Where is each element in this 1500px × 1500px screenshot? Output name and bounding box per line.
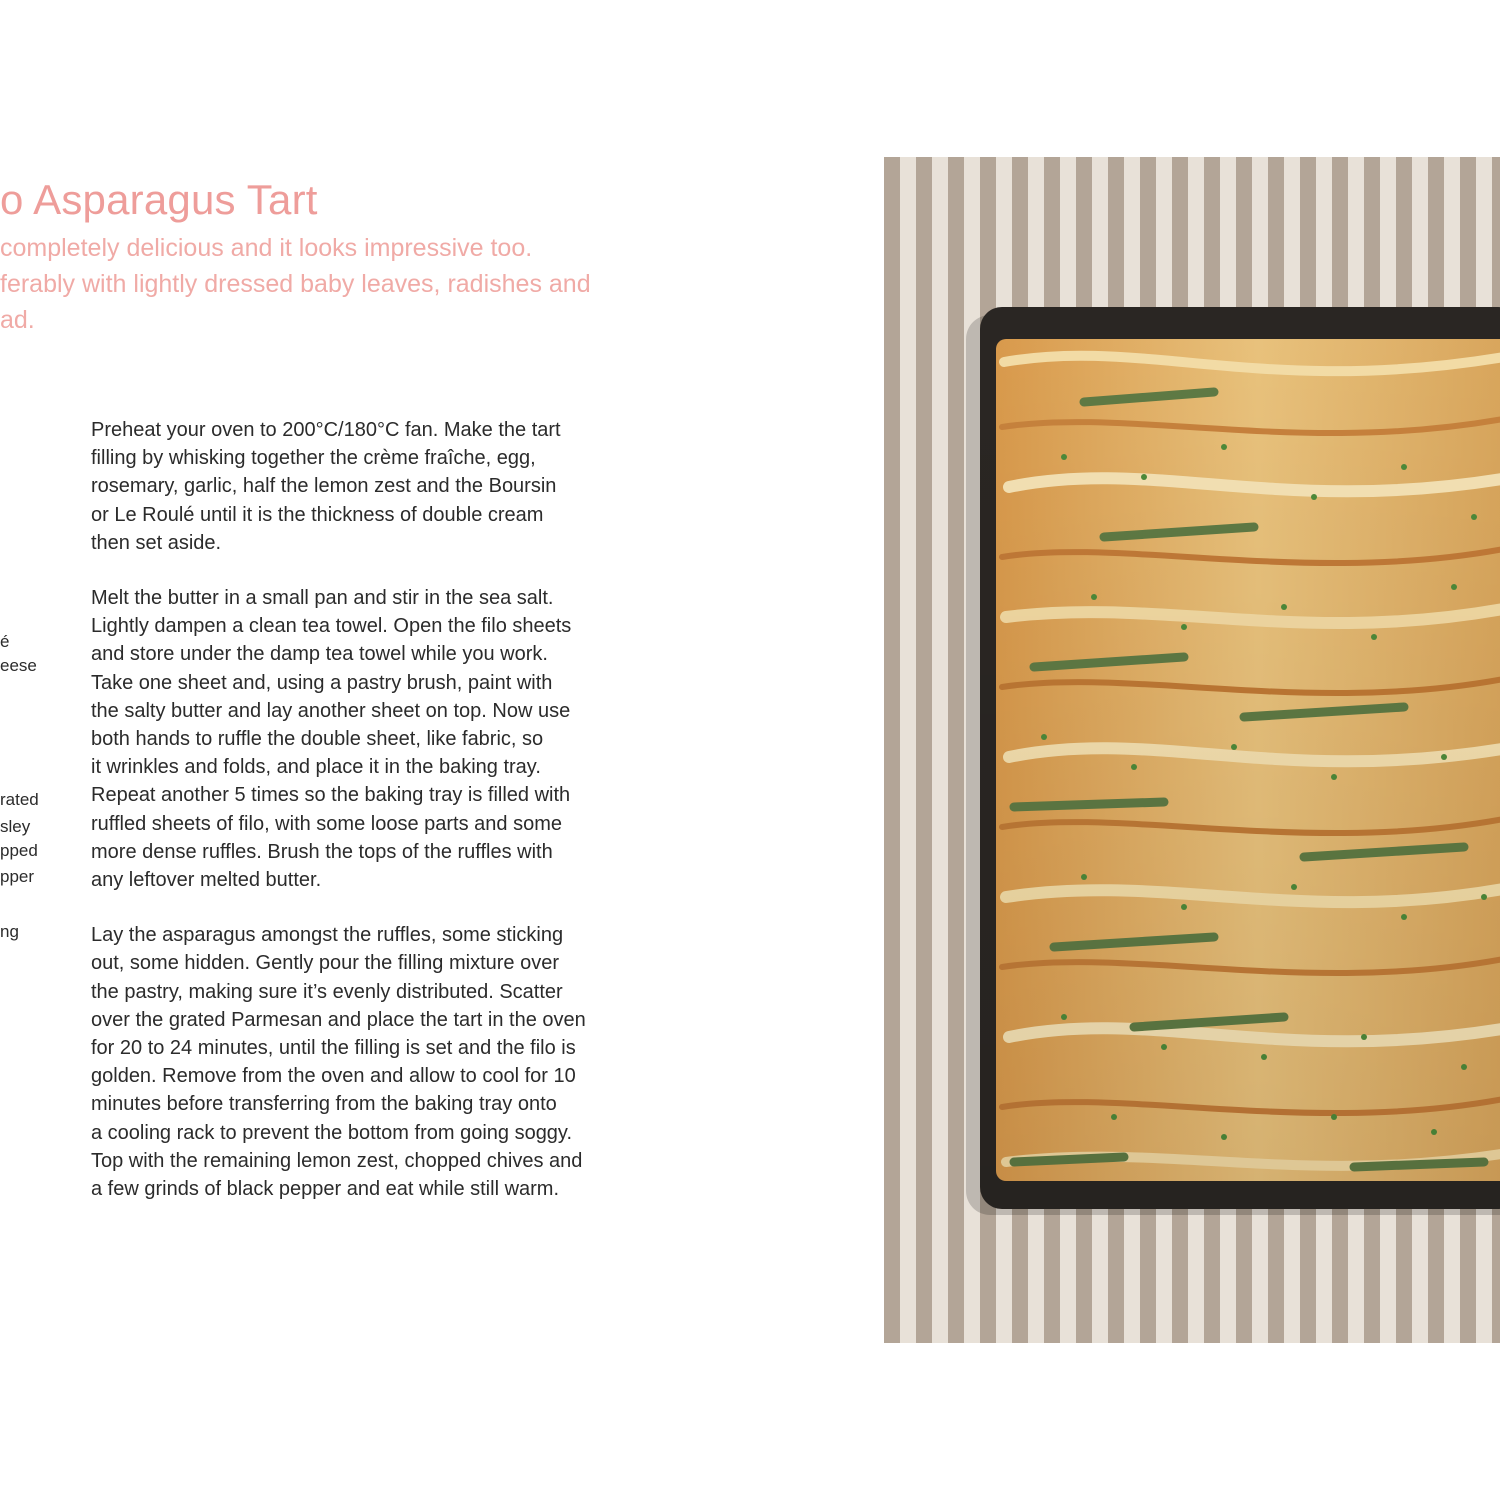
method-line: ruffled sheets of filo, with some loose parts and some xyxy=(91,812,562,835)
method-line: Lay the asparagus amongst the ruffles, some sticking xyxy=(91,924,564,947)
recipe-title: o Asparagus Tart xyxy=(0,176,318,224)
method-line: then set aside. xyxy=(91,531,222,554)
method-line: golden. Remove from the oven and allow to cool for 10 xyxy=(91,1065,576,1088)
method-line: and store under the damp tea towel while you work. xyxy=(91,643,548,666)
method-line: Melt the butter in a small pan and stir in the sea salt. xyxy=(91,587,554,610)
recipe-intro xyxy=(0,230,640,338)
method-line: over the grated Parmesan and place the tart in the oven xyxy=(91,1008,586,1031)
intro-line: ferably with lightly dressed baby leaves, radishes and xyxy=(0,270,591,298)
ingredient-fragment: ng xyxy=(0,922,19,941)
method-line: rosemary, garlic, half the lemon zest and the Boursin xyxy=(91,475,557,498)
method-line: Preheat your oven to 200°C/180°C fan. Make the tart xyxy=(91,419,561,441)
method-line: for 20 to 24 minutes, until the filling is set and the filo is xyxy=(91,1037,576,1060)
method-line: it wrinkles and folds, and place it in the baking tray. xyxy=(91,756,541,779)
ingredient-fragment: eese xyxy=(0,656,37,675)
method-line: or Le Roulé until it is the thickness of double cream xyxy=(91,503,544,526)
ingredient-fragment: sley xyxy=(0,817,31,836)
intro-line: ad. xyxy=(0,306,35,334)
method-steps xyxy=(91,416,631,1230)
method-line: a few grinds of black pepper and eat while still warm. xyxy=(91,1178,560,1201)
method-line: Top with the remaining lemon zest, chopped chives and xyxy=(91,1149,583,1172)
method-line: minutes before transferring from the baking tray onto xyxy=(91,1093,557,1116)
method-line: a cooling rack to prevent the bottom from going soggy. xyxy=(91,1121,573,1144)
method-step-2 xyxy=(91,584,631,894)
method-line: more dense ruffles. Brush the tops of the ruffles with xyxy=(91,840,553,863)
ingredient-fragment: rated xyxy=(0,790,39,809)
method-line: Lightly dampen a clean tea towel. Open the filo sheets xyxy=(91,615,572,638)
method-step-3 xyxy=(91,921,631,1203)
tart-photo xyxy=(884,157,1500,1343)
method-line: filling by whisking together the crème fraîche, egg, xyxy=(91,447,536,470)
method-line: any leftover melted butter. xyxy=(91,869,322,892)
intro-line: completely delicious and it looks impressive too. xyxy=(0,234,533,262)
method-step-1 xyxy=(91,416,631,557)
method-line: Take one sheet and, using a pastry brush, paint with xyxy=(91,671,553,694)
tart-photo-illustration xyxy=(884,157,1500,1343)
ingredient-fragment: pped xyxy=(0,841,38,860)
ingredient-fragment: pper xyxy=(0,867,35,886)
method-line: out, some hidden. Gently pour the filling mixture over xyxy=(91,952,560,975)
method-line: the salty butter and lay another sheet on top. Now use xyxy=(91,699,571,722)
method-line: Repeat another 5 times so the baking tray is filled with xyxy=(91,784,571,807)
method-line: the pastry, making sure it’s evenly distributed. Scatter xyxy=(91,980,563,1003)
method-line: both hands to ruffle the double sheet, like fabric, so xyxy=(91,728,544,751)
ingredient-fragment: é xyxy=(0,632,10,651)
